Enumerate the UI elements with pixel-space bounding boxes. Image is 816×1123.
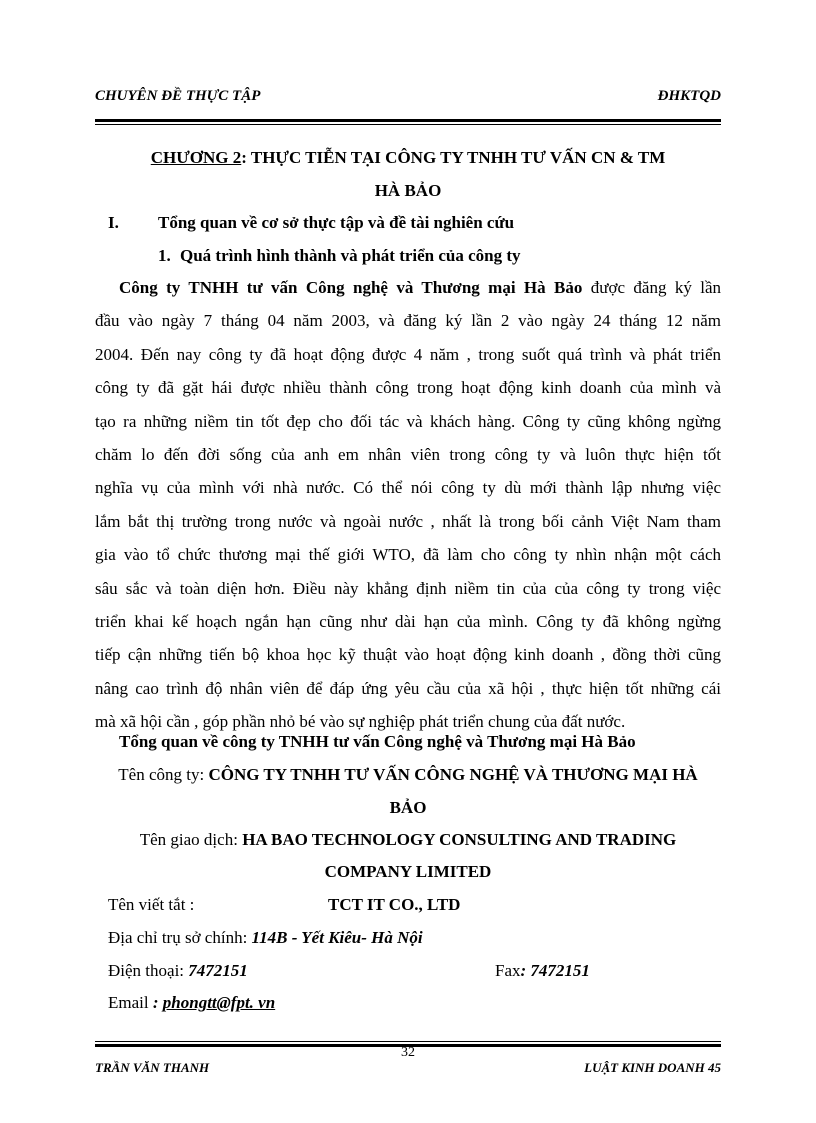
trade-name-value: HA BAO TECHNOLOGY CONSULTING AND TRADING [242,830,677,849]
company-name-row [95,765,721,785]
trade-name-row [95,830,721,850]
footer-rule-thin [95,1041,721,1042]
paragraph-line: tạo ra những niềm tin tốt đẹp cho đối tác và khách hàng. Công ty cũng không ngừng [95,411,721,431]
email-label: Email [108,993,153,1012]
company-name-value: CÔNG TY TNHH TƯ VẤN CÔNG NGHỆ VÀ THƯƠNG MẠI HÀ [208,765,698,784]
footer-right: LUẬT KINH DOANH 45 [584,1060,721,1075]
header-rule-thick [95,119,721,122]
paragraph-line: mà xã hội cần , góp phần nhỏ bé vào sự nghiệp phát triển chung của đất nước. [95,712,626,732]
fax-label: Fax [495,961,521,980]
paragraph-line: 2004. Đến nay công ty đã hoạt động được 4 năm , trong suốt quá trình và phát triển [95,344,721,364]
paragraph-line: sâu sắc và toàn diện hơn. Điều này khẳng định niềm tin của của công ty trong việc [95,578,721,598]
phone-value: 7472151 [188,961,248,980]
section-number: I. [108,213,119,232]
subsection-number: 1. [158,246,171,265]
paragraph-line: gia vào tổ chức thương mại thế giới WTO, đã làm cho công ty nhìn nhận một cách [95,545,721,565]
header-right: ĐHKTQD [657,88,721,104]
paragraph-line: nâng cao trình độ nhân viên để đáp ứng yêu cầu của xã hội , thực hiện tốt những cái [95,678,721,698]
footer-left: TRẦN VĂN THANH [95,1060,210,1075]
paragraph-line: triển khai kế hoạch ngắn hạn cũng như dài hạn của mình. Công ty đã không ngừng [95,612,721,632]
address-row [108,928,423,948]
header-left: CHUYÊN ĐỀ THỰC TẬP [95,88,261,104]
trade-name-label: Tên giao dịch: [139,830,243,849]
company-name-value-line2: BẢO [389,798,427,817]
section-title: Tổng quan về cơ sở thực tập và đề tài nghiên cứu [158,213,515,232]
chapter-label: CHƯƠNG 2 [150,148,242,167]
paragraph-line [95,271,721,304]
paragraph-line: tiếp cận những tiến bộ khoa học kỹ thuật vào hoạt động kinh doanh , đồng thời cũng [95,645,721,665]
history-paragraph [95,271,721,739]
chapter-title-line1: : THỰC TIỄN TẠI CÔNG TY TNHH TƯ VẤN CN & TM [241,148,666,167]
abbrev-value: TCT IT CO., LTD [328,895,461,914]
email-separator: : [152,993,163,1012]
paragraph-line: đầu vào ngày 7 tháng 04 năm 2003, và đăng ký lần 2 vào ngày 24 tháng 12 năm [95,311,721,331]
email-row [108,993,275,1013]
subsection-title: Quá trình hình thành và phát triển của công ty [180,246,521,265]
header-rule-thin [95,124,721,125]
phone-label: Điện thoại: [108,961,189,980]
company-name-label: Tên công ty: [118,765,209,784]
paragraph-line: lắm bắt thị trường trong nước và ngoài nước , nhất là trong bối cảnh Việt Nam tham [95,511,721,531]
fax-row [495,961,590,981]
paragraph-line: chăm lo đến đời sống của anh em nhân viên trong công ty và luôn thực hiện tốt [95,445,721,465]
abbrev-label: Tên viết tắt : [108,895,195,914]
trade-name-value-line2: COMPANY LIMITED [324,862,492,881]
chapter-title [95,148,721,168]
phone-row [108,961,248,981]
paragraph-line: công ty đã gặt hái được nhiều thành công trong hoạt động kinh doanh của mình và [95,378,721,398]
address-label: Địa chỉ trụ sở chính: [108,928,252,947]
paragraph-line1-rest: được đăng ký lần [582,278,721,297]
paragraph-lead: Công ty TNHH tư vấn Công nghệ và Thương mại Hà Bảo [119,278,583,297]
address-value: 114B - Yết Kiêu- Hà Nội [251,928,423,947]
fax-value: : 7472151 [520,961,590,980]
paragraph-line: nghĩa vụ của mình với nhà nước. Có thể nói công ty dù mới thành lập nhưng việc [95,478,721,498]
chapter-title-line2: HÀ BẢO [374,181,442,200]
overview-heading: Tổng quan về công ty TNHH tư vấn Công nghệ và Thương mại Hà Bảo [119,732,636,751]
page-number: 32 [401,1045,415,1060]
email-link[interactable]: phongtt@fpt. vn [162,993,276,1012]
